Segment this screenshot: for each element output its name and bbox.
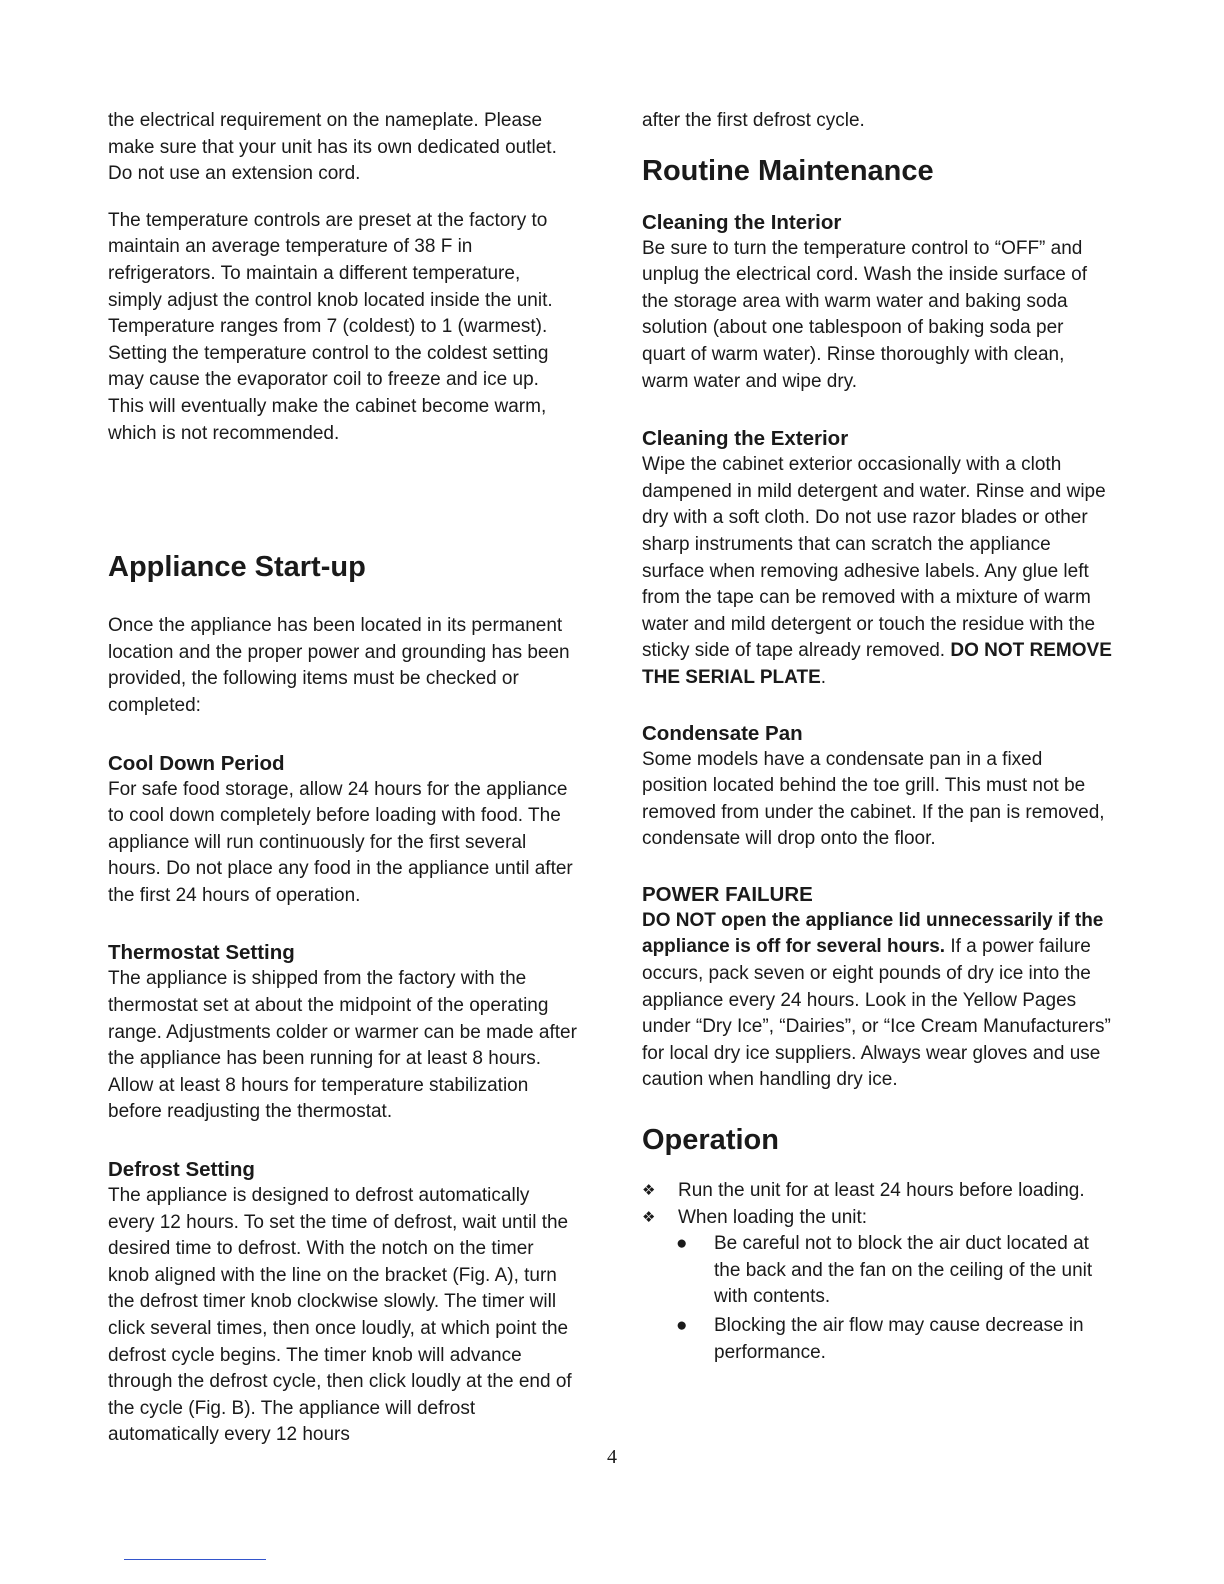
exterior-heading: Cleaning the Exterior [642, 427, 849, 451]
operation-heading: Operation [642, 1124, 779, 1157]
condensate-heading: Condensate Pan [642, 721, 803, 745]
bullet-icon: ● [676, 1233, 688, 1255]
warning-period: . [820, 666, 827, 688]
list-item: ❖ When loading the unit: ● Be careful not to block the air duct located at the back and the fan on the ceiling of the unit with contents. ● Blocking the air flow may cause decrease in performance. [642, 1205, 1112, 1367]
startup-paragraph: Once the appliance has been located in its permanent location and the proper power and grounding has been provided, the following items must be checked or completed: [108, 615, 570, 716]
bullet-icon: ● [676, 1315, 688, 1336]
thermostat-paragraph: The appliance is shipped from the factory with the thermostat set at about the midpoint of the operating range. Adjustments colder or warmer can be made after the appliance has been running for at least 8 hours. Allow at least 8 hours for temperature stabilization before readjusting the thermostat. [108, 968, 577, 1123]
power-failure-heading: POWER FAILURE [642, 882, 813, 906]
interior-heading: Cleaning the Interior [642, 210, 842, 234]
list-item: ● Blocking the air flow may cause decrease in performance. [676, 1315, 1084, 1363]
power-text: If a power failure occurs, pack seven or eight pounds of dry ice into the appliance every 24 hours. Look in the Yellow Pages under “Dry Ice”, “Dairies”, or “Ice Cream Manufacturers” for local dry ice suppliers. Always wear gloves and use caution when handling dry ice. [642, 936, 1111, 1091]
intro-paragraph: the electrical requirement on the nameplate. Please make sure that your unit has its own dedicated outlet. Do not use an extension cord. [108, 110, 557, 185]
defrost-paragraph: The appliance is designed to defrost automatically every 12 hours. To set the time of defrost, wait until the desired time to defrost. With the notch on the timer knob aligned with the line on the bracket (Fig. A), turn the defrost timer knob clockwise slowly. The timer will click several times, then once loudly, at which point the defrost cycle begins. The timer knob will advance through the defrost cycle, then click loudly at the end of the cycle (Fig. B). The appliance will defrost automatically every 12 hours [108, 1185, 572, 1446]
operation-list [642, 1178, 1112, 1366]
exterior-text: Wipe the cabinet exterior occasionally with a cloth dampened in mild detergent and water. Rinse and wipe dry with a soft cloth. Do not use razor blades or other sharp instruments that can scratch the appliance surface when removing adhesive labels. Any glue left from the tape can be removed with a mixture of warm water and mild detergent or touch the residue with the sticky side of tape already removed. [642, 454, 1106, 662]
serial-plate-warning: DO NOT REMOVE THE SERIAL PLATE [642, 640, 1112, 688]
thermostat-heading: Thermostat Setting [108, 941, 295, 965]
maintenance-heading: Routine Maintenance [642, 154, 934, 187]
cool-down-paragraph: For safe food storage, allow 24 hours for the appliance to cool down completely before loading with food. The appliance will run continuously for the first several hours. Do not place any food in the appliance until after the first 24 hours of operation. [108, 778, 573, 906]
diamond-bullet-icon: ❖ [642, 1182, 656, 1200]
temperature-paragraph: The temperature controls are preset at the factory to maintain an average temperature of 38 F in refrigerators. To maintain a different temperature, simply adjust the control knob located inside the unit. Temperature ranges from 7 (coldest) to 1 (warmest). Setting the temperature control to the coldest setting may cause the evaporator coil to freeze and ice up. This will eventually make the cabinet become warm, which is not recommended. [108, 209, 553, 444]
loading-sublist [642, 1231, 1112, 1366]
continuation-text: after the first defrost cycle. [642, 110, 865, 131]
exterior-paragraph [642, 452, 1112, 691]
diamond-bullet-icon: ❖ [642, 1208, 656, 1226]
condensate-paragraph: Some models have a condensate pan in a fixed position located behind the toe grill. This must not be removed from under the cabinet. If the pan is removed, condensate will drop onto the floor. [642, 748, 1105, 850]
right-column [642, 108, 1112, 1366]
list-item: ● Be careful not to block the air duct located at the back and the fan on the ceiling of the unit with contents. [676, 1233, 1093, 1308]
defrost-heading: Defrost Setting [108, 1158, 255, 1182]
power-failure-paragraph [642, 908, 1112, 1094]
cool-down-heading: Cool Down Period [108, 751, 285, 775]
interior-paragraph: Be sure to turn the temperature control to “OFF” and unplug the electrical cord. Wash the inside surface of the storage area with warm water and baking soda solution (about one tablespoon of baking soda per quart of warm water). Rinse thoroughly with clean, warm water and wipe dry. [642, 237, 1087, 392]
left-column [108, 108, 578, 1449]
startup-heading: Appliance Start-up [108, 551, 366, 584]
footnote-separator [124, 1559, 266, 1560]
power-warning: DO NOT open the appliance lid unnecessarily if the appliance is off for several hours. [642, 909, 1104, 958]
page-number: 4 [607, 1446, 617, 1468]
list-item: ❖ Run the unit for at least 24 hours before loading. [642, 1178, 1112, 1205]
